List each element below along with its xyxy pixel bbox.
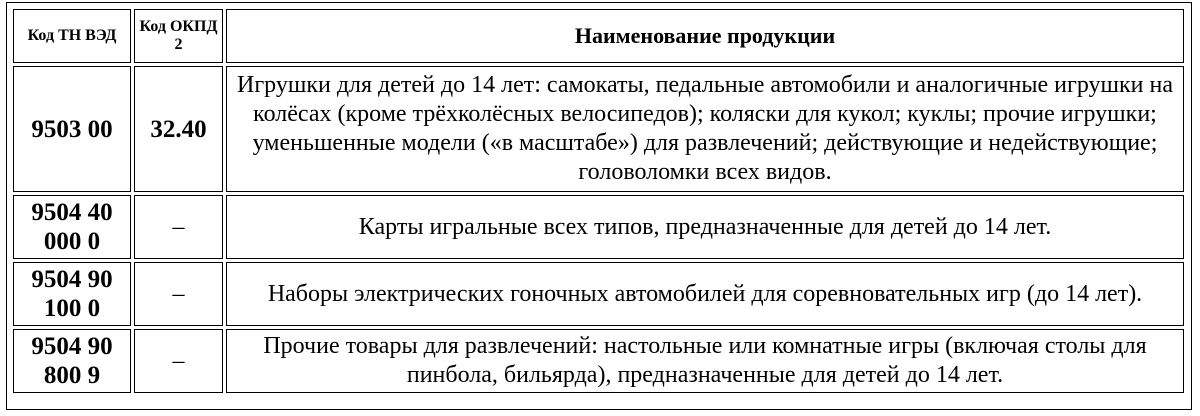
okpd2-code: – — [134, 195, 223, 259]
table-row — [13, 329, 1184, 393]
table-row — [13, 262, 1184, 326]
product-description: Прочие товары для развлечений: настольные или комнатные игры (включая столы для пинбола, бильярда), предназначенные для детей до 14 лет. — [226, 329, 1184, 393]
tn-ved-code: 9503 00 — [13, 66, 131, 192]
tn-ved-code: 9504 40 000 0 — [13, 195, 131, 259]
tn-ved-code: 9504 90 800 9 — [13, 329, 131, 393]
product-table — [10, 6, 1187, 396]
table-row — [13, 66, 1184, 192]
okpd2-code: – — [134, 262, 223, 326]
header-tn-ved: Код ТН ВЭД — [13, 9, 131, 63]
header-product-name: Наименование продукции — [226, 9, 1184, 63]
tn-ved-code: 9504 90 100 0 — [13, 262, 131, 326]
product-description: Игрушки для детей до 14 лет: самокаты, педальные автомобили и аналогичные игрушки на колёсах (кроме трёхколёсных велосипедов); коляски для кукол; куклы; прочие игрушки; уменьшенные модели («в масштабе») для развлечений; действующие и недействующие; головоломки всех видов. — [226, 66, 1184, 192]
product-description: Карты игральные всех типов, предназначенные для детей до 14 лет. — [226, 195, 1184, 259]
table-header-row — [13, 9, 1184, 63]
okpd2-code: 32.40 — [134, 66, 223, 192]
header-okpd2: Код ОКПД 2 — [134, 9, 223, 63]
product-table-frame — [6, 2, 1192, 410]
table-row — [13, 195, 1184, 259]
product-description: Наборы электрических гоночных автомобилей для соревновательных игр (до 14 лет). — [226, 262, 1184, 326]
okpd2-code: – — [134, 329, 223, 393]
